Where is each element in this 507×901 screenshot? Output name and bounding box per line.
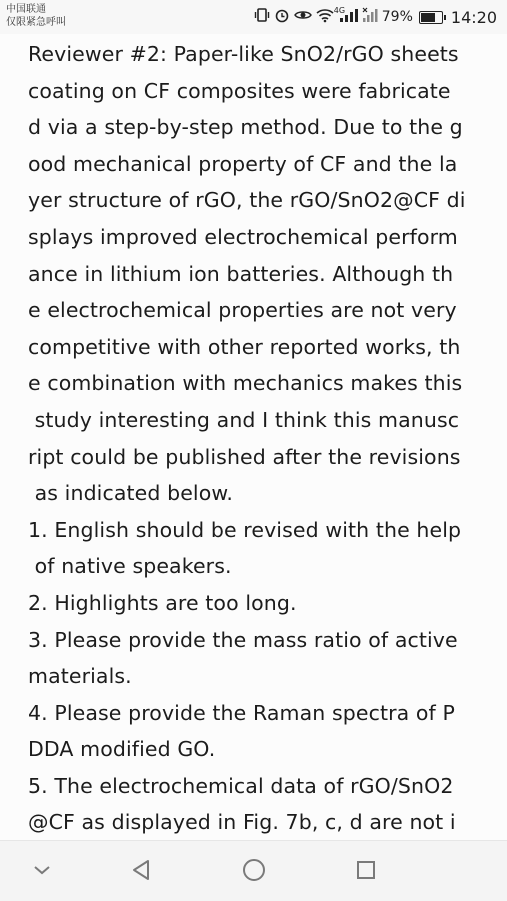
text-line: yer structure of rGO, the rGO/SnO2@CF di xyxy=(28,188,466,213)
emergency-calls-only: 仅限紧急呼叫 xyxy=(6,17,66,28)
text-line: competitive with other reported works, th xyxy=(28,334,461,359)
back-icon xyxy=(130,858,152,882)
text-line: study interesting and I think this manusc xyxy=(28,407,460,432)
text-line: e combination with mechanics makes this xyxy=(28,371,463,396)
text-line: ance in lithium ion batteries. Although th xyxy=(28,261,454,286)
battery-icon xyxy=(419,11,443,24)
navigation-bar xyxy=(0,840,507,901)
text-line: splays improved electrochemical perform xyxy=(28,224,458,249)
text-line: as indicated below. xyxy=(28,481,233,506)
carrier-name: 中国联通 xyxy=(6,4,46,15)
text-line: DDA modified GO. xyxy=(28,737,216,762)
text-line: @CF as displayed in Fig. 7b, c, d are not i xyxy=(28,810,456,835)
status-icons xyxy=(254,7,497,27)
network-type: 4G xyxy=(333,6,346,15)
text-line: e electrochemical properties are not very xyxy=(28,298,457,323)
home-icon xyxy=(241,857,267,883)
text-line: 3. Please provide the mass ratio of active xyxy=(28,627,458,652)
text-line: 1. English should be revised with the help xyxy=(28,517,462,542)
alarm-icon xyxy=(274,7,290,27)
text-line: Reviewer #2: Paper-like SnO2/rGO sheets xyxy=(28,42,459,66)
text-line: of native speakers. xyxy=(28,554,232,579)
collapse-button[interactable] xyxy=(27,855,57,885)
signal-icon xyxy=(333,6,358,27)
recents-icon xyxy=(355,859,377,881)
text-line: 5. The electrochemical data of rGO/SnO2 xyxy=(28,773,454,798)
no-signal-icon xyxy=(362,7,378,27)
text-line: 4. Please provide the Raman spectra of P xyxy=(28,700,455,725)
text-line: ood mechanical property of CF and the la xyxy=(28,151,458,176)
document-text[interactable] xyxy=(28,36,498,836)
recents-button[interactable] xyxy=(351,855,381,885)
home-button[interactable] xyxy=(239,855,269,885)
text-line: ript could be published after the revisions xyxy=(28,444,461,469)
wifi-icon xyxy=(316,7,334,27)
vibrate-icon xyxy=(254,7,270,27)
battery-fill xyxy=(421,13,435,22)
text-line: materials. xyxy=(28,664,132,689)
battery-percent: 79% xyxy=(381,9,413,25)
eye-icon xyxy=(294,7,312,27)
text-line: d via a step-by-step method. Due to the g xyxy=(28,115,463,140)
collapse-icon xyxy=(32,863,52,877)
carrier-info xyxy=(6,3,66,29)
text-line: 2. Highlights are too long. xyxy=(28,590,297,615)
clock: 14:20 xyxy=(450,7,497,27)
status-bar xyxy=(0,0,507,34)
text-line: coating on CF composites were fabricate xyxy=(28,78,451,103)
back-button[interactable] xyxy=(126,855,156,885)
